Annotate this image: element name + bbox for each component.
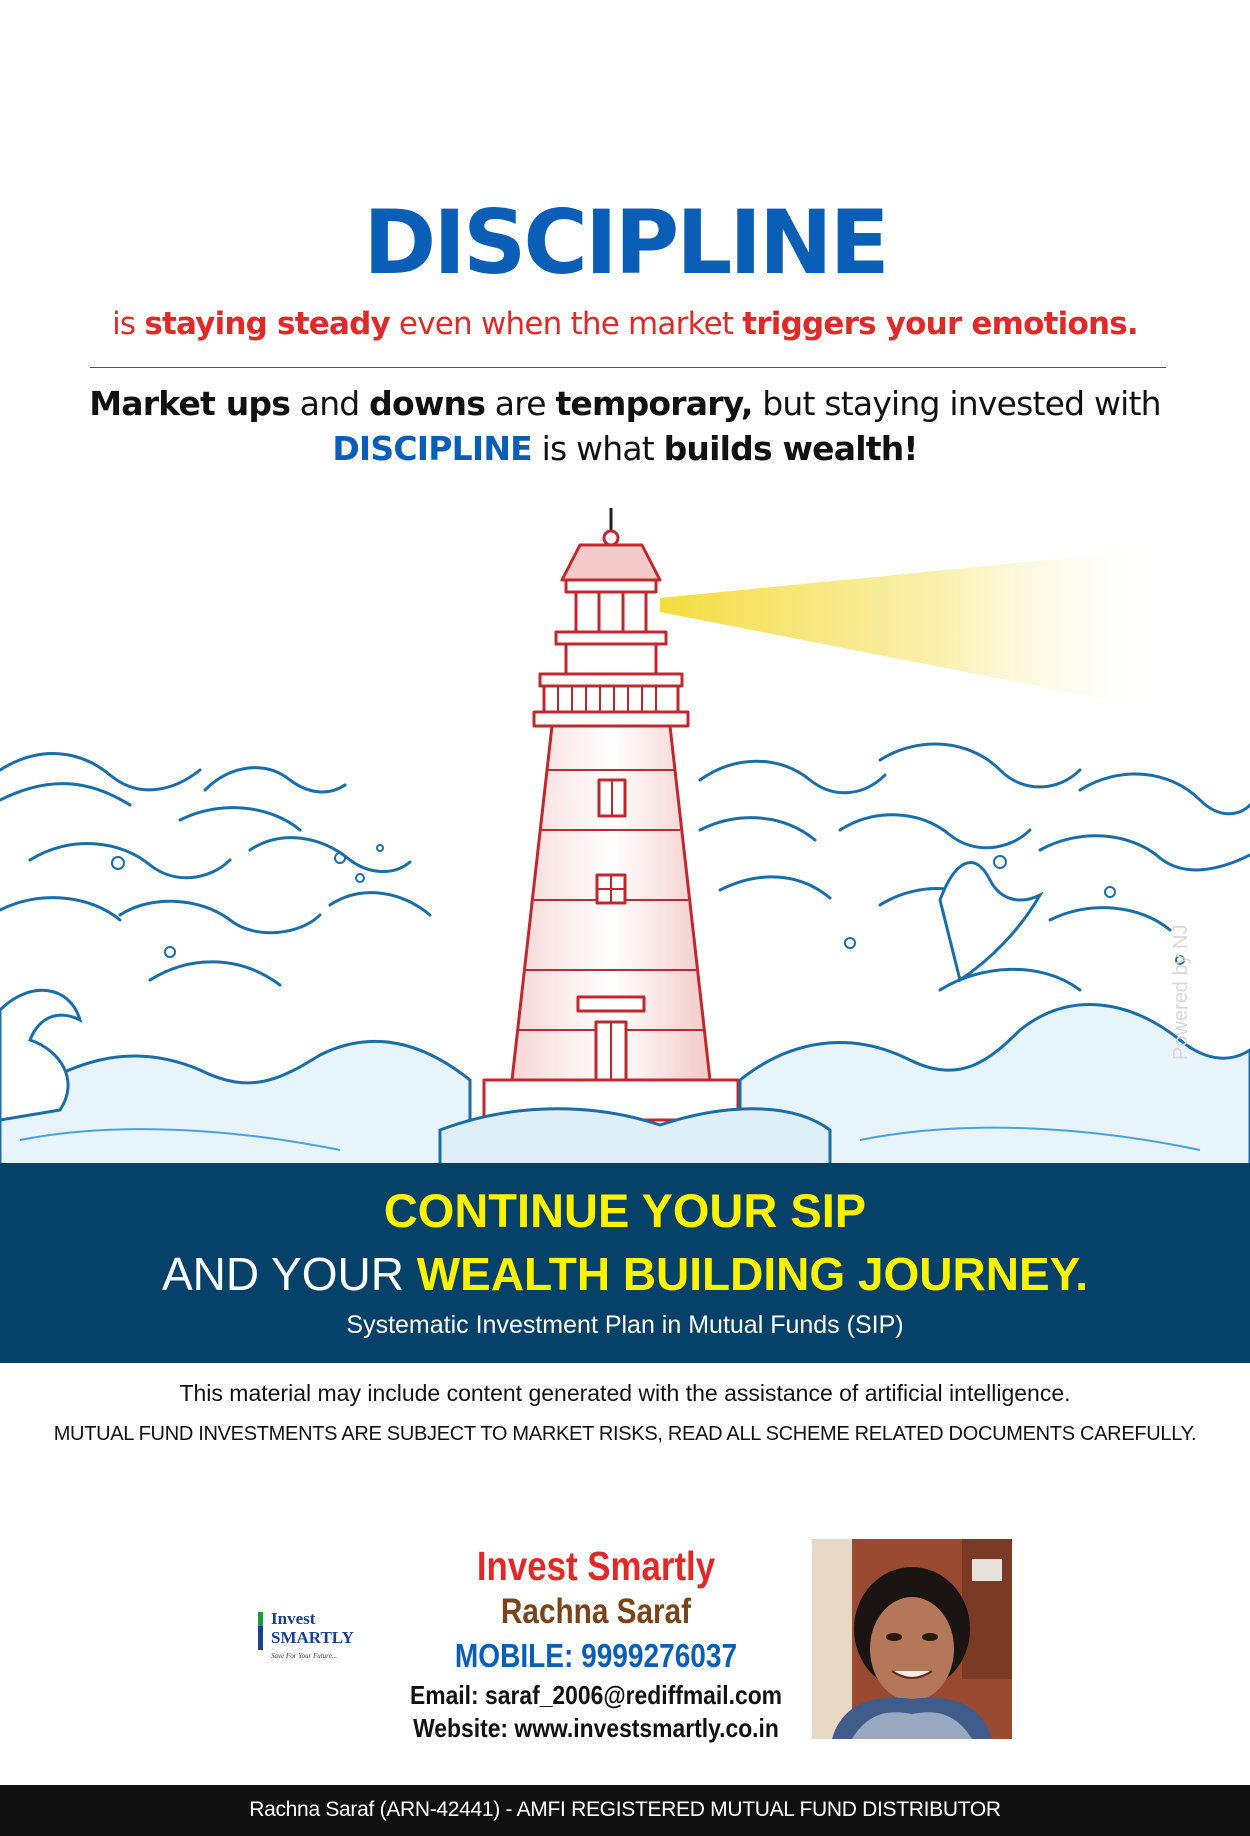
ai-disclaimer: This material may include content generated with the assistance of artificial intelligence. — [179, 1380, 1071, 1406]
message-part: are — [485, 384, 556, 423]
message-emphasis: temporary, — [555, 384, 753, 423]
footer-text: Rachna Saraf (ARN-42441) - AMFI REGISTERED MUTUAL FUND DISTRIBUTOR — [249, 1798, 1001, 1821]
tagline-part: is — [112, 306, 145, 342]
tagline — [0, 302, 1250, 346]
email-address: Email: saraf_2006@rediffmail.com — [409, 1680, 783, 1710]
banner-subheading-plain: AND YOUR — [161, 1248, 417, 1300]
logo-tagline: Save For Your Future... — [271, 1652, 337, 1660]
message-part: but staying invested with — [752, 384, 1161, 423]
distributor-name: Rachna Saraf — [500, 1592, 692, 1631]
banner-heading: CONTINUE YOUR SIP — [383, 1184, 867, 1237]
message-emphasis: builds wealth! — [663, 429, 918, 468]
brand-name: Invest Smartly — [476, 1543, 716, 1589]
website-address: Website: www.investsmartly.co.in — [413, 1713, 779, 1743]
banner-subheading — [0, 1246, 1250, 1302]
message-line-2 — [0, 426, 1250, 472]
message-emphasis: Market ups — [89, 384, 291, 423]
lighthouse-illustration — [0, 500, 1250, 1165]
invest-smartly-logo — [257, 1606, 357, 1666]
headline: DISCIPLINE — [363, 191, 887, 294]
banner-subheading-emphasis: WEALTH BUILDING JOURNEY. — [416, 1248, 1089, 1300]
tagline-emphasis: staying steady — [144, 306, 390, 342]
logo-line-2: SMARTLY — [271, 1628, 354, 1647]
tagline-part: even when the market — [389, 306, 743, 342]
risk-disclaimer: MUTUAL FUND INVESTMENTS ARE SUBJECT TO MARKET RISKS, READ ALL SCHEME RELATED DOCUMENTS CAREFULLY. — [53, 1423, 1197, 1445]
light-beam — [660, 548, 1170, 712]
message-highlight: DISCIPLINE — [332, 429, 532, 468]
distributor-photo — [812, 1539, 1012, 1739]
message-part: and — [290, 384, 370, 423]
message-part: is what — [531, 429, 664, 468]
message-emphasis: downs — [369, 384, 486, 423]
tagline-emphasis: triggers your emotions. — [742, 306, 1138, 342]
banner-caption: Systematic Investment Plan in Mutual Funds (SIP) — [346, 1311, 904, 1339]
logo-line-1: Invest — [271, 1609, 316, 1628]
message-line-1 — [0, 381, 1250, 427]
mobile-number: MOBILE: 9999276037 — [454, 1637, 738, 1674]
divider — [90, 367, 1166, 368]
powered-by-watermark: Powered by NJ — [1170, 924, 1192, 1060]
